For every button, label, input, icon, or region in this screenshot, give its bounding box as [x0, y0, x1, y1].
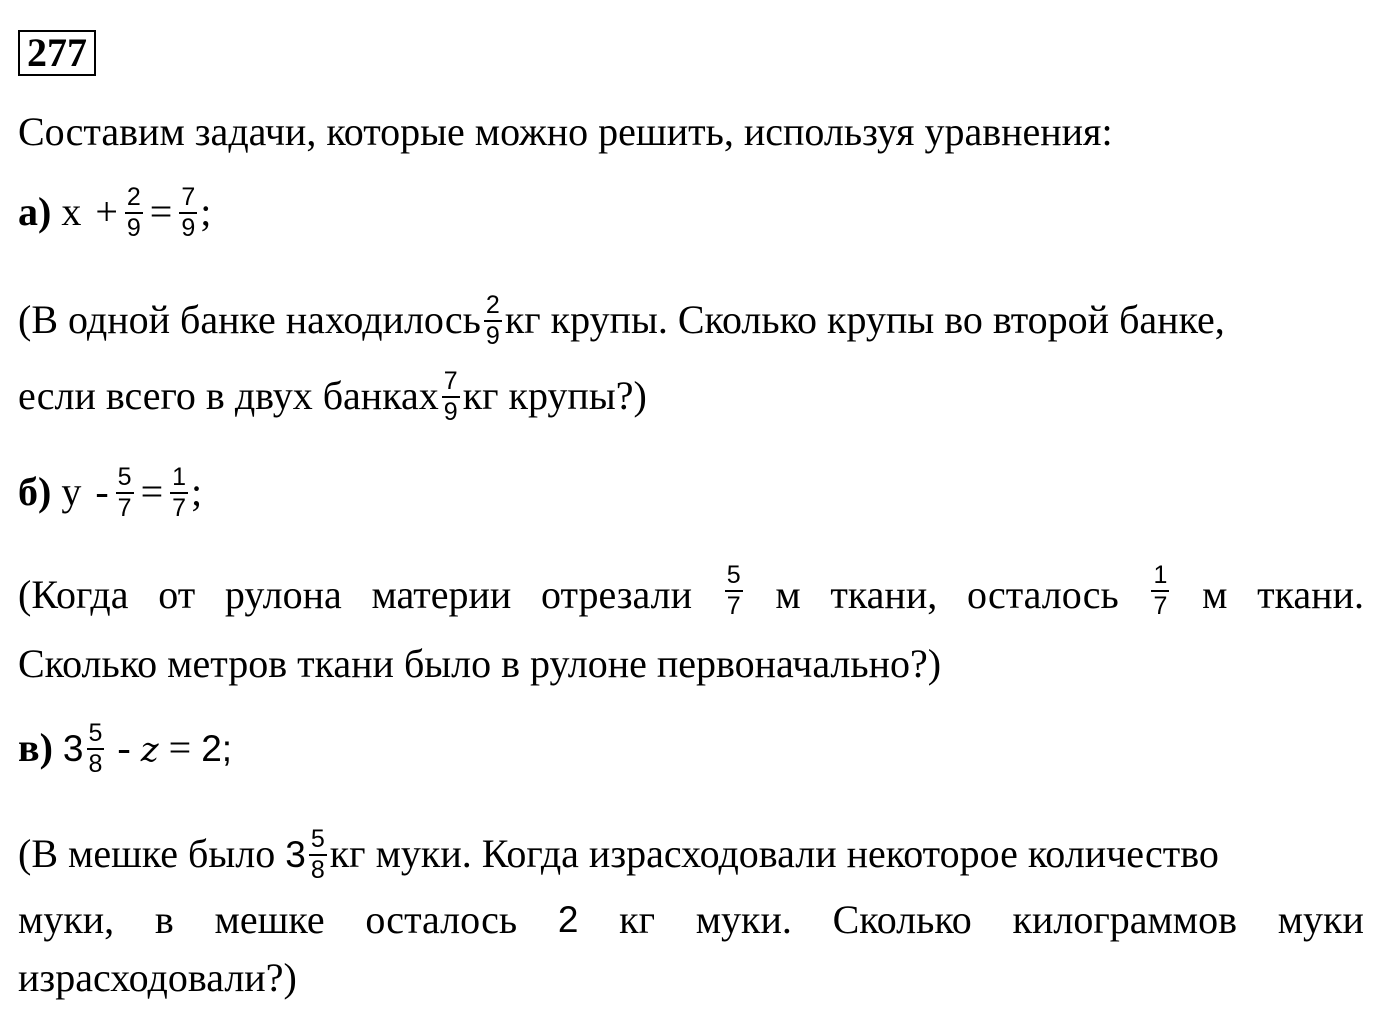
fraction: $\frac{5}{8}$ [310, 825, 325, 884]
task-c-line2: муки, в мешке осталось 2 кг муки. Сколько килограммов муки [18, 897, 1364, 942]
op-c: - [117, 725, 131, 771]
equation-c [18, 719, 233, 780]
equation-a [18, 183, 212, 244]
op-b: - [95, 469, 109, 515]
end-b: ; [191, 469, 203, 515]
op-a: + [95, 189, 118, 235]
intro-text: Составим задачи, которые можно решить, используя уравнения: [18, 109, 1113, 154]
var-c: z [140, 730, 159, 771]
task-c-line3: израсходовали?) [18, 955, 297, 1000]
fraction: $\frac{5}{8}$ [88, 719, 103, 778]
task-c-line1: (В мешке было 3 $\frac{5}{8}$ кг муки. Когда израсходовали некоторое количество [18, 825, 1219, 884]
task-b-line1: (Когда от рулона материи отрезали $\frac{5}{7}$ м ткани, осталось $\frac{1}{7}$ м ткани. [18, 561, 1364, 620]
fraction: $\frac{1}{7}$ [1153, 561, 1168, 620]
rhs-c: 2; [201, 728, 233, 770]
fraction: $\frac{5}{7}$ [117, 463, 132, 522]
fraction: $\frac{2}{9}$ [126, 183, 141, 242]
fraction: $\frac{5}{7}$ [726, 561, 741, 620]
label-b: б) [18, 469, 52, 515]
fraction: $\frac{7}{9}$ [443, 367, 458, 426]
label-a: а) [18, 189, 52, 235]
task-b-line2: Сколько метров ткани было в рулоне первоначально?) [18, 641, 942, 686]
equals-b: = [140, 469, 164, 515]
var-b: y [61, 469, 82, 515]
end-a: ; [200, 189, 212, 235]
label-c: в) [18, 725, 53, 771]
whole-c: 3 [62, 728, 84, 770]
equals-a: = [149, 189, 173, 235]
var-a: x [61, 189, 82, 235]
fraction: $\frac{1}{7}$ [172, 463, 187, 522]
equation-b [18, 463, 203, 524]
problem-number: 277 [18, 30, 96, 76]
task-a-line2: если всего в двух банках $\frac{7}{9}$ кг крупы?) [18, 367, 647, 426]
equals-c: = [168, 725, 192, 771]
fraction: $\frac{2}{9}$ [485, 291, 500, 350]
fraction: $\frac{7}{9}$ [181, 183, 196, 242]
task-a-line1: (В одной банке находилось $\frac{2}{9}$ кг крупы. Сколько крупы во второй банке, [18, 291, 1225, 350]
